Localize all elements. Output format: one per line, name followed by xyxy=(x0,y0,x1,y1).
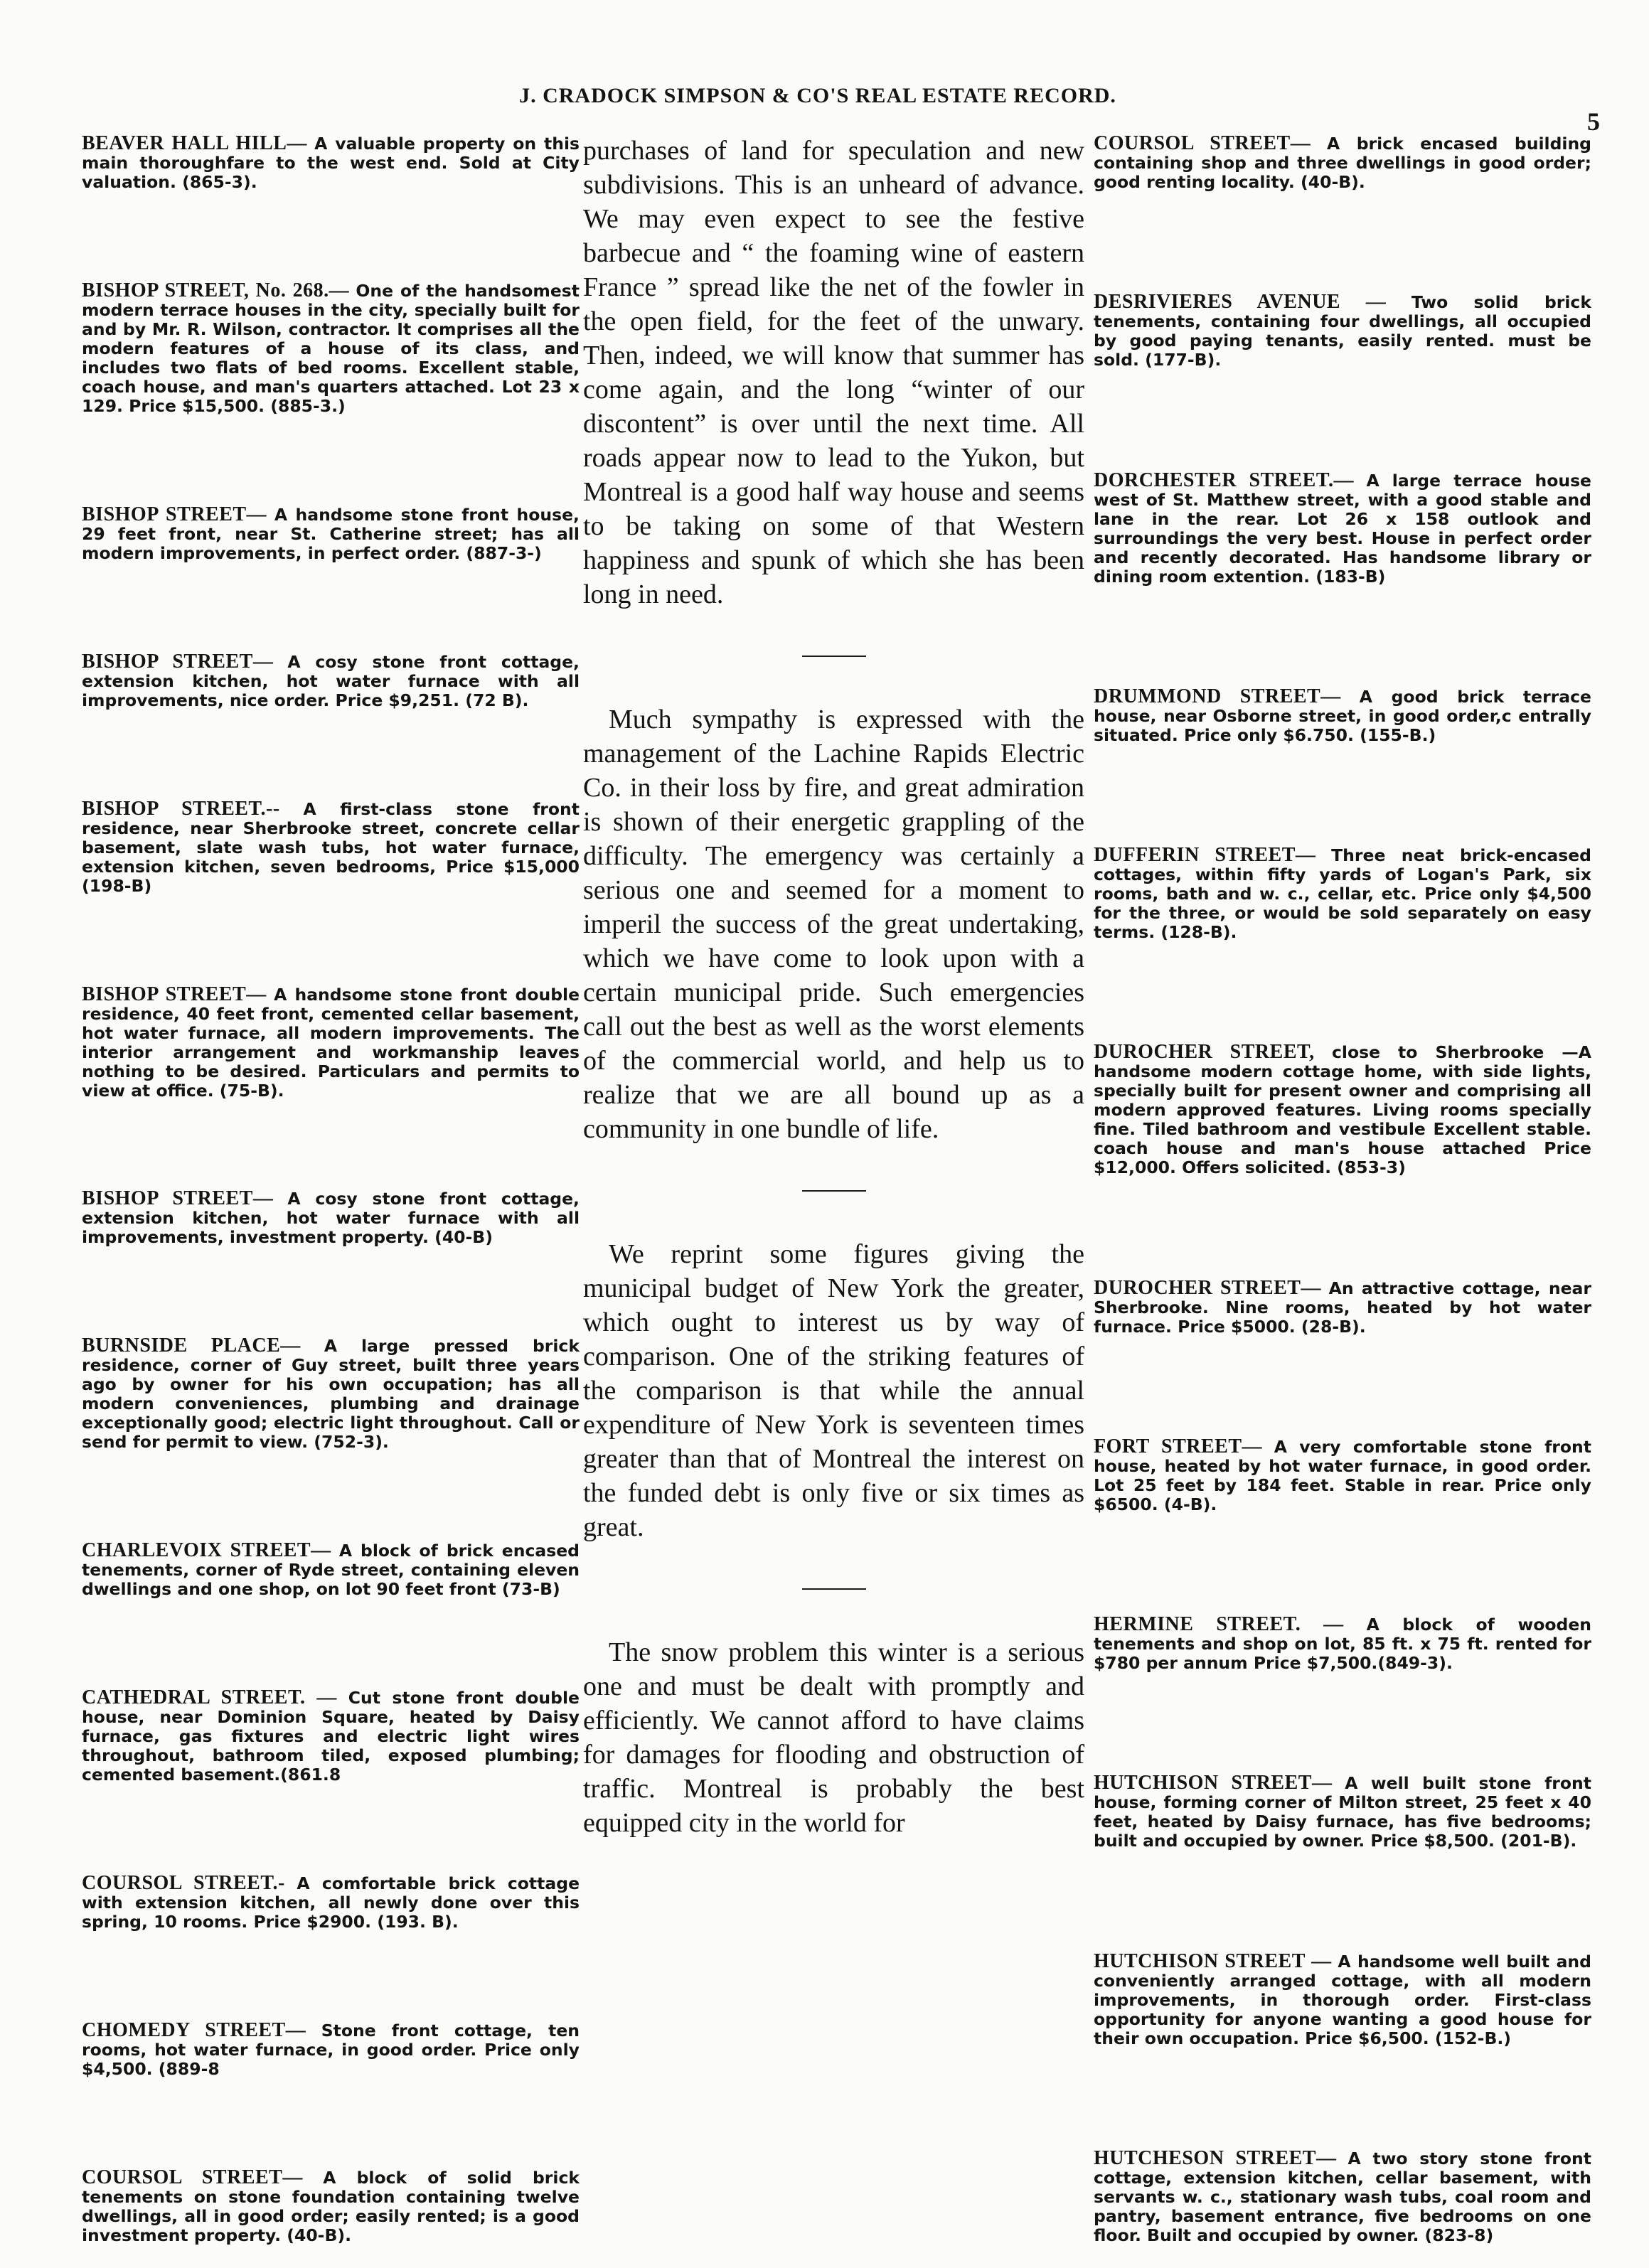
editorial-paragraph: The snow problem this winter is a serious one and must be dealt with promptly and efficiently. We cannot afford to have claims for damages for flooding and obstruction of traffic. Montreal is probably the best equipped city in the world for xyxy=(583,1637,1084,1838)
section-divider xyxy=(802,1190,866,1192)
listing-description: A brick encased building containing shop and three dwellings in good order; good renting locality. (40-B). xyxy=(1094,134,1591,192)
listing-description: One of the handsomest modern terrace houses in the city, specially built for and by Mr. R. Wilson, contractor. It comprises all the modern features of a house of its class, and includes two flats of bed rooms. Excellent stable, coach house, and man's quarters attached. Lot 23 x 129. Price $15,500. (885-3.) xyxy=(82,280,580,416)
property-listing xyxy=(82,985,580,1101)
running-header: J. CRADOCK SIMPSON & CO'S REAL ESTATE RECORD. xyxy=(519,84,1116,107)
property-listing xyxy=(1094,1773,1591,1851)
listing-description: Three neat brick-encased cottages, within fifty yards of Logan's Park, six rooms, bath and w. c., cellar, etc. Price only $4,500 for the three, or would be sold separately on easy terms. (128-B). xyxy=(1094,845,1591,943)
listing-description: Cut stone front double house, near Dominion Square, heated by Daisy furnace, gas fixtures and electric light wires throughout, bathroom tiled, exposed plumbing; cemented basement.(861.8 xyxy=(82,1688,580,1785)
property-listing xyxy=(1094,1042,1591,1177)
listing-title: DUFFERIN STREET— xyxy=(1094,844,1332,867)
listing-description: A handsome well built and conveniently arranged cottage, with all modern improvements, in thorough order. First-class opportunity for anyone wanting a good house for their own occupation. Price $6,500. (152-B.) xyxy=(1094,1951,1591,2048)
listing-description: A well built stone front house, forming corner of Milton street, 25 feet x 40 feet, heated by Daisy furnace, has five bedrooms; built and occupied by owner. Price $8,500. (201-B). xyxy=(1094,1773,1591,1851)
listing-title: HUTCHISON STREET— xyxy=(1094,1772,1345,1794)
listing-description: An attractive cottage, near Sherbrooke. Nine rooms, heated by hot water furnace. Price $5000. (28-B). xyxy=(1094,1278,1591,1337)
property-listing xyxy=(82,1189,580,1247)
listing-description: A handsome stone front house, 29 feet front, near St. Catherine street; has all modern improvements, in perfect order. (887-3-) xyxy=(82,504,580,563)
middle-column xyxy=(583,134,1084,2252)
editorial-paragraph: We reprint some figures giving the municipal budget of New York the greater, which ought to interest us by way of comparison. One of the striking features of the comparison is that while the annual expenditure of New York is seventeen times greater than that of Montreal the interest on the funded debt is only five or six times as great. xyxy=(583,1239,1084,1542)
listing-title: CHOMEDY STREET— xyxy=(82,2018,321,2041)
listing-description: A block of wooden tenements and shop on lot, 85 ft. x 75 ft. rented for $780 per annum Price $7,500.(849-3). xyxy=(1094,1615,1591,1674)
listing-title: COURSOL STREET— xyxy=(82,2166,324,2188)
property-listing xyxy=(1094,471,1591,587)
listing-description: A cosy stone front cottage, extension kitchen, hot water furnace with all improvements, investment property. (40-B) xyxy=(82,1189,580,1248)
listing-description: A valuable property on this main thoroughfare to the west end. Sold at City valuation. (865-3). xyxy=(82,134,580,192)
listing-title: BISHOP STREET— xyxy=(82,1187,288,1210)
listing-description: close to Sherbrooke —A handsome modern cottage home, with side lights, specially built for present owner and comprising all modern approved features. Living rooms specially fine. Tiled bathroom and vestibule Excellent stable. coach house and man's house attached Price $12,000. Offers solicited. (853-3) xyxy=(1094,1042,1591,1178)
listing-title: DRUMMOND STREET— xyxy=(1094,685,1360,707)
right-column xyxy=(1094,134,1591,2252)
property-listing xyxy=(1094,1437,1591,1514)
property-listing xyxy=(1094,687,1591,745)
listing-title: BISHOP STREET.-- xyxy=(82,797,304,820)
listing-title: DUROCHER STREET— xyxy=(1094,1276,1329,1299)
listing-title: CATHEDRAL STREET. — xyxy=(82,1686,348,1709)
property-listing xyxy=(82,652,580,710)
listing-description: A comfortable brick cottage with extension kitchen, all newly done over this spring, 10 rooms. Price $2900. (193. B). xyxy=(82,1873,580,1932)
property-listing xyxy=(1094,1949,1591,2048)
listing-description: A very comfortable stone front house, heated by hot water furnace, in good order. Lot 25 feet by 184 feet. Stable in rear. Price only $6500. (4-B). xyxy=(1094,1436,1591,1514)
property-listing xyxy=(1094,845,1591,942)
listing-description: A two story stone front cottage, extension kitchen, cellar basement, with servants w. c., stationary wash tubs, coal room and pantry, basement entrance, five bedrooms on one floor. Built and occupied by owner. (823-8) xyxy=(1094,2148,1591,2245)
page-number: 5 xyxy=(1587,107,1600,136)
listing-title: HUTCHISON STREET — xyxy=(1094,1949,1338,1972)
listing-title: BISHOP STREET, No. 268.— xyxy=(82,279,356,301)
property-listing xyxy=(82,134,580,192)
listing-title: BISHOP STREET— xyxy=(82,983,274,1005)
listing-description: A large pressed brick residence, corner of Guy street, built three years ago by owner for his own occupation; has all modern conveniences, plumbing and drainage exceptionally good; electric light throughout. Call or send for permit to view. (752-3). xyxy=(82,1336,580,1453)
listing-title: COURSOL STREET.- xyxy=(82,1872,297,1895)
listing-description: A first-class stone front residence, near Sherbrooke street, concrete cellar basement, slate wash tubs, hot water furnace, extension kitchen, seven bedrooms, Price $15,000 (198-B) xyxy=(82,798,580,896)
listing-title: COURSOL STREET— xyxy=(1094,134,1328,154)
listing-title: HUTCHESON STREET— xyxy=(1094,2146,1348,2169)
listing-title: DORCHESTER STREET.— xyxy=(1094,469,1367,491)
listing-title: FORT STREET— xyxy=(1094,1435,1274,1457)
property-listing xyxy=(82,1688,580,1785)
listing-description: A large terrace house west of St. Matthew street, with a good stable and lane in the rear. Lot 26 x 158 outlook and surroundings the very best. House in perfect order and recently decorated. Has handsome library or dining room extention. (183-B) xyxy=(1094,470,1591,587)
listing-description: A good brick terrace house, near Osborne street, in good order,c entrally situated. Price only $6.750. (155-B.) xyxy=(1094,686,1591,745)
property-listing xyxy=(82,2168,580,2245)
section-divider xyxy=(802,656,866,657)
listing-title: DUROCHER STREET, xyxy=(1094,1041,1332,1064)
property-listing xyxy=(82,799,580,896)
left-column xyxy=(82,134,580,2252)
listing-description: A cosy stone front cottage, extension kitchen, hot water furnace with all improvements, nice order. Price $9,251. (72 B). xyxy=(82,651,580,710)
property-listing xyxy=(1094,134,1591,192)
listing-title: CHARLEVOIX STREET— xyxy=(82,1539,339,1562)
listing-description: A block of solid brick tenements on stone foundation containing twelve dwellings, all in good order; easily rented; is a good investment property. (40-B). xyxy=(82,2167,580,2245)
property-listing xyxy=(82,1873,580,1932)
editorial-paragraph: purchases of land for speculation and new subdivisions. This is an unheard of advance. We may even expect to see the festive barbecue and “ the foaming wine of eastern France ” spread like the net of the fowler in the open field, for the feet of the unwary. Then, indeed, we will know that summer has come again, and the long “winter of our discontent” is over until the next time. All roads appear now to lead to the Yukon, but Montreal is a good half way house and seems to be taking on some of that Western happiness and spunk of which she has been long in need. xyxy=(583,136,1084,609)
listing-title: BISHOP STREET— xyxy=(82,650,288,673)
property-listing xyxy=(82,505,580,563)
listing-description: Stone front cottage, ten rooms, hot water furnace, in good order. Price only $4,500. (889-8 xyxy=(82,2020,580,2079)
listing-title: BISHOP STREET— xyxy=(82,503,274,525)
listing-title: BURNSIDE PLACE— xyxy=(82,1334,324,1357)
section-divider xyxy=(802,1588,866,1590)
property-listing xyxy=(82,281,580,416)
property-listing xyxy=(82,1541,580,1599)
property-listing xyxy=(1094,1615,1591,1673)
property-listing xyxy=(1094,292,1591,370)
listing-description: A block of brick encased tenements, corner of Ryde street, containing eleven dwellings and one shop, on lot 90 feet front (73-B) xyxy=(82,1541,580,1600)
editorial-paragraph: Much sympathy is expressed with the management of the Lachine Rapids Electric Co. in their loss by fire, and great admiration is shown of their energetic grappling of the difficulty. The emergency was certainly a serious one and seemed for a moment to imperil the success of the great undertaking, which we have come to look upon with a certain municipal pride. Such emergencies call out the best as well as the worst elements of the commercial world, and help us to realize that we are all bound up as a community in one bundle of life. xyxy=(583,705,1084,1144)
listing-description: A handsome stone front double residence, 40 feet front, cemented cellar basement, hot water furnace, all modern improvements. The interior arrangement and workmanship leaves nothing to be desired. Particulars and permits to view at office. (75-B). xyxy=(82,984,580,1101)
listing-title: BEAVER HALL HILL— xyxy=(82,134,315,154)
listing-title: DESRIVIERES AVENUE — xyxy=(1094,291,1411,314)
property-listing xyxy=(1094,2146,1591,2245)
property-listing xyxy=(1094,1278,1591,1337)
property-listing xyxy=(82,1336,580,1452)
property-listing xyxy=(82,2018,580,2079)
listing-title: HERMINE STREET. — xyxy=(1094,1613,1367,1636)
listing-description: Two solid brick tenements, containing four dwellings, all occupied by good paying tenants, easily rented. must be sold. (177-B). xyxy=(1094,292,1591,370)
